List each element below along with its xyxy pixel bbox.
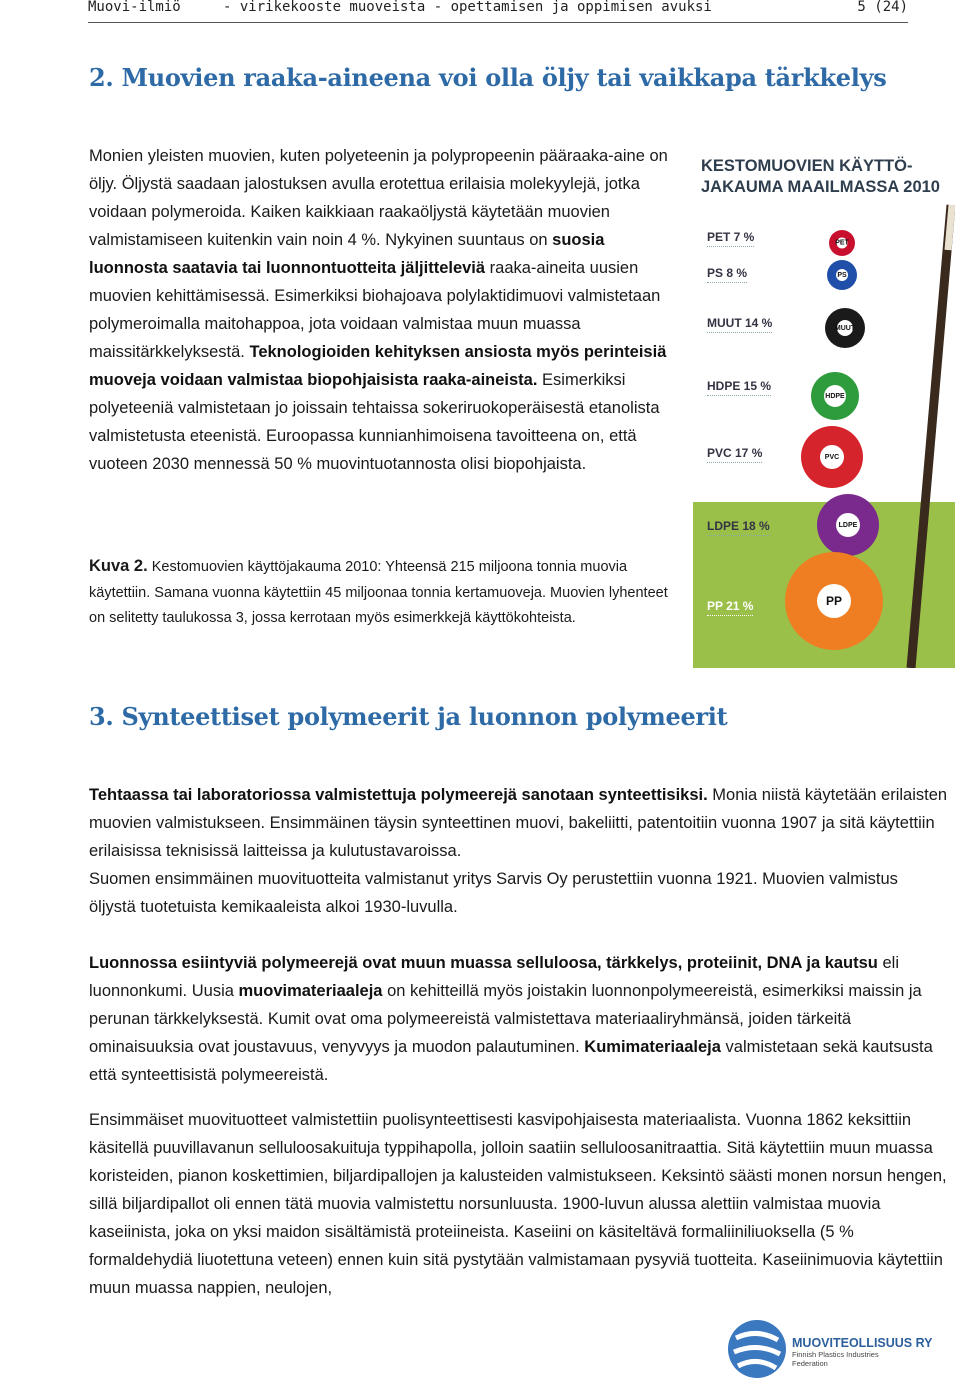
caption-label: Kuva 2. bbox=[89, 557, 148, 575]
p1-text-1: Monia niistä käytetään erilaisten muovien valmistukseen. Ensimmäinen täysin synteettinen muovi, bakeliitti, patentoitiin vuonna 1907 ja sitä käytettiin erilaisissa teknisissä laitteissa ja kulutustavaroissa. bbox=[89, 786, 948, 860]
intro-text-3: Esimerkiksi polyeteeniä valmistetaan jo joissain tehtaissa sokeriruokoperäisestä etanolista valmistetusta eteenistä. Euroopassa kunnianhimoisena tavoitteena on, että vuoteen 2030 mennessä 50 % muovintuotannosta olisi biopohjaista. bbox=[89, 371, 660, 473]
natural-polymers-paragraph bbox=[89, 949, 949, 1089]
intro-bold-2: Teknologioiden kehityksen ansiosta myös perinteisiä muoveja voidaan valmistaa biopohjaisista raaka-aineista. bbox=[89, 343, 667, 389]
section-2-intro-paragraph bbox=[89, 142, 681, 478]
ball-hdpe-label: HDPE bbox=[824, 385, 846, 407]
ball-ps bbox=[827, 260, 857, 290]
ball-hdpe bbox=[811, 372, 859, 420]
p2-text-3: valmistetaan sekä kautsusta että synteettisistä polymeereistä. bbox=[89, 1038, 933, 1084]
running-header bbox=[88, 0, 908, 23]
p2-bold-2: muovimateriaaleja bbox=[238, 982, 383, 1000]
plastics-usage-infographic bbox=[693, 150, 955, 668]
intro-bold-1: suosia luonnosta saatavia tai luonnontuotteita jäljitteleviä bbox=[89, 231, 605, 277]
ball-pet bbox=[829, 230, 855, 256]
ball-ldpe-label: LDPE bbox=[836, 513, 860, 537]
p1-bold: Tehtaassa tai laboratoriossa valmistettuja polymeerejä sanotaan synteettisiksi. bbox=[89, 786, 708, 804]
ball-ldpe bbox=[817, 494, 879, 556]
header-subtitle: - virikekooste muoveista - opettamisen ja oppimisen avuksi bbox=[223, 0, 712, 15]
p2-bold-3: Kumimateriaaleja bbox=[584, 1038, 721, 1056]
label-pet: PET 7 % bbox=[707, 230, 754, 247]
ball-muut-label: MUUT bbox=[837, 320, 853, 336]
label-pp: PP 21 % bbox=[707, 599, 753, 616]
muoviteollisuus-logo bbox=[726, 1318, 956, 1380]
intro-text-1: Monien yleisten muovien, kuten polyeteenin ja polypropeenin pääraaka-aine on öljy. Öljystä saadaan jalostuksen avulla erotettua erilaisia molekyylejä, jotka voidaan polymeroida. Kaiken kaikkiaan raakaöljystä käytetään muovien valmistamiseen kuitenkin vain noin 4 %. Nykyinen suuntaus on bbox=[89, 147, 668, 249]
synthetic-polymers-paragraph bbox=[89, 781, 949, 921]
ball-pvc-label: PVC bbox=[820, 445, 844, 469]
caption-text: Kestomuovien käyttöjakauma 2010: Yhteensä 215 miljoona tonnia muovia käytettiin. Samana vuonna käytettiin 45 miljoonaa tonnia kertamuoveja. Muovien lyhenteet on selitetty taulukossa 3, jossa kerrotaan myös esimerkkejä käyttökohteista. bbox=[89, 559, 668, 626]
ball-muut bbox=[825, 308, 865, 348]
label-muut: MUUT 14 % bbox=[707, 316, 772, 333]
p2-text-2: on kehitteillä myös joistakin luonnonpolymeereistä, esimerkiksi maissin ja perunan tärkkelyksestä. Kumit ovat oma polymeereistä valmistettava materiaaliryhmänsä, joiden tärkeitä ominaisuuksia ovat joustavuus, venyvyys ja muodon palautuminen. bbox=[89, 982, 922, 1056]
logo-sub-2: Federation bbox=[792, 1359, 828, 1368]
ball-pvc bbox=[801, 426, 863, 488]
logo-name: MUOVITEOLLISUUS RY bbox=[792, 1336, 933, 1350]
section-2-heading: 2. Muovien raaka-aineena voi olla öljy tai vaikkapa tärkkelys bbox=[89, 63, 887, 92]
p2-bold-1: Luonnossa esiintyviä polymeerejä ovat muun muassa selluloosa, tärkkelys, proteiinit, DNA ja kautsu bbox=[89, 954, 878, 972]
label-pvc: PVC 17 % bbox=[707, 446, 762, 463]
label-ldpe: LDPE 18 % bbox=[707, 519, 770, 536]
ball-ps-label: PS bbox=[836, 269, 848, 281]
label-hdpe: HDPE 15 % bbox=[707, 379, 771, 396]
label-ps: PS 8 % bbox=[707, 266, 747, 283]
ball-pp-label: PP bbox=[817, 584, 851, 618]
p1-text-2: Suomen ensimmäinen muovituotteita valmistanut yritys Sarvis Oy perustettiin vuonna 1921. Muovien valmistus öljystä tuotetuista kemikaaleista alkoi 1930-luvulla. bbox=[89, 870, 898, 916]
figure-caption bbox=[89, 554, 679, 632]
section-3-heading: 3. Synteettiset polymeerit ja luonnon polymeerit bbox=[89, 702, 728, 731]
first-plastics-paragraph: Ensimmäiset muovituotteet valmistettiin puolisynteettisesti kasvipohjaisesta materiaalista. Vuonna 1862 keksittiin käsitellä puuvillavanun selluloosakuituja typpihapolla, jolloin saatiin selluloosanitraattia. Sitä käytettiin muun muassa koristeiden, pianon koskettimien, biljardipallojen ja kalusteiden valmistukseen. Keksintö säästi monen norsun hengen, sillä biljardipallot oli ennen tätä muovia valmistettu norsunluusta. 1900-luvun alussa alettiin valmistaa muovia kaseiinista, joka on yksi maidon sisältämistä proteiineista. Kaseiini on käsiteltävä formaliiniliuoksella (5 % formaldehydiä liuotettuna veteen) ennen kuin sitä pystytään valmistamaan pysyviä tuotteita. Kaseiinimuovia käytettiin muun muassa nappien, neulojen, bbox=[89, 1111, 947, 1297]
logo-globe-icon bbox=[726, 1318, 788, 1380]
logo-subtitle bbox=[792, 1350, 879, 1368]
infographic-title: KESTOMUOVIEN KÄYTTÖ-JAKAUMA MAAILMASSA 2010 bbox=[701, 157, 940, 196]
intro-text-2: raaka-aineita uusien muovien kehittämisessä. Esimerkiksi biohajoava polylaktidimuovi valmistetaan polymeroimalla maitohappoa, jota voidaan valmistaa muun muassa maissitärkkelyksestä. bbox=[89, 259, 661, 361]
ball-pet-label: PET bbox=[835, 239, 849, 247]
cue-tip bbox=[948, 205, 952, 250]
ball-pp bbox=[785, 552, 883, 650]
header-page-number: 5 (24) bbox=[857, 0, 908, 15]
logo-sub-1: Finnish Plastics Industries bbox=[792, 1350, 879, 1359]
p2-text-1: eli luonnonkumi. Uusia bbox=[89, 954, 899, 1000]
header-document-title: Muovi-ilmiö bbox=[88, 0, 181, 15]
